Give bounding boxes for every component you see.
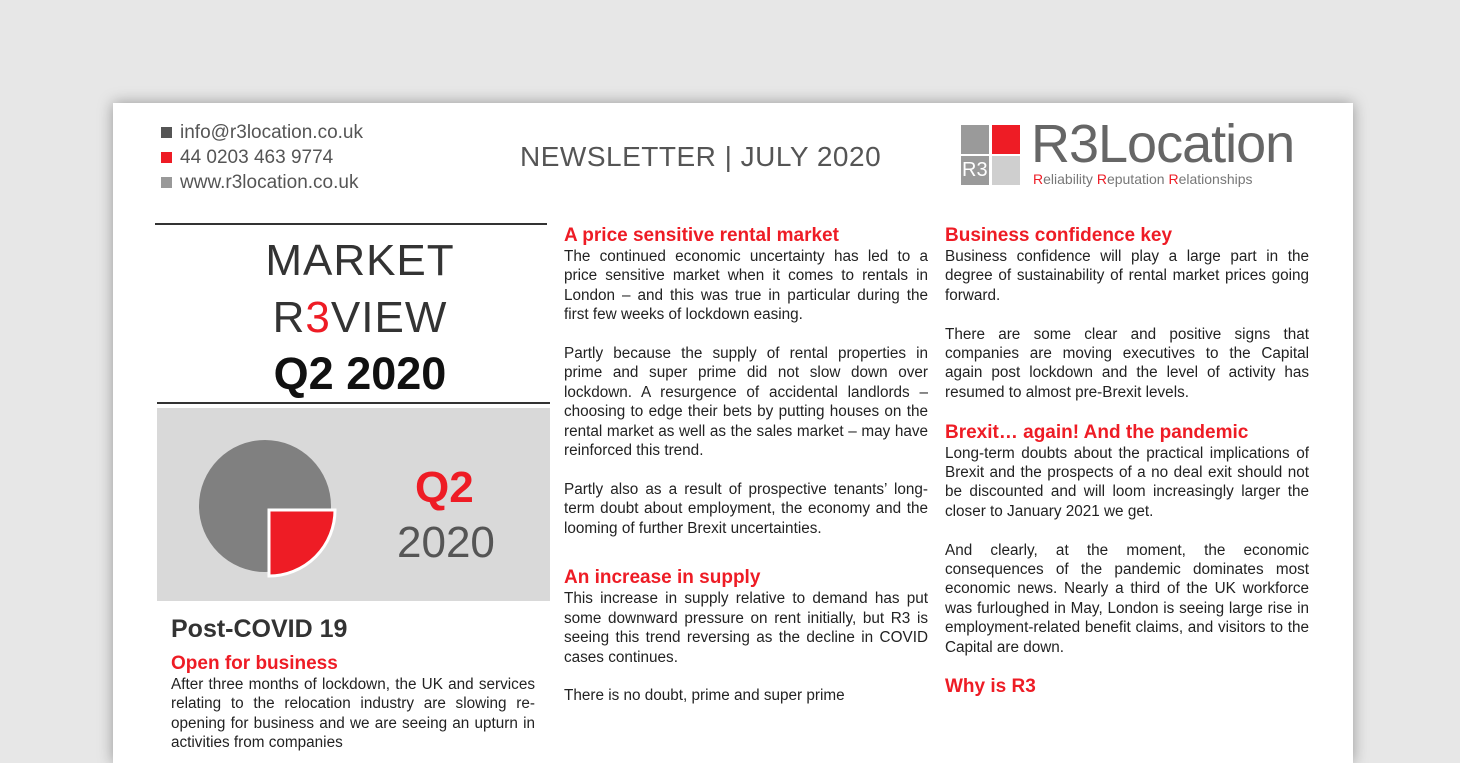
paragraph: After three months of lockdown, the UK and services relating to the relocation industry are slowing re-opening for business and we are seeing an upturn in activities from companies — [171, 676, 535, 752]
paragraph: This increase in supply relative to demand has put some downward pressure on rent initially, but R3 is seeing this trend reversing as the decline in COVID cases continues. — [564, 590, 928, 666]
contact-website[interactable]: www.r3location.co.uk — [180, 172, 359, 193]
logo-wordmark: R3Location — [1031, 114, 1295, 174]
banner-year: 2020 — [397, 518, 495, 567]
paragraph: Business confidence will play a large part in the degree of sustainability of rental market prices going forward. — [945, 248, 1309, 304]
masthead-quarter: Q2 2020 — [273, 348, 447, 399]
contact-website-row — [161, 170, 363, 195]
paragraph: Partly also as a result of prospective tenants’ long-term doubt about employment, the economy and the looming of further Brexit uncertainties. — [564, 480, 928, 537]
newsletter-page — [113, 103, 1353, 763]
bullet-square-icon — [161, 127, 172, 138]
section-title: A price sensitive rental market — [564, 225, 839, 246]
left-column — [171, 615, 535, 763]
masthead-r3view: R3VIEW — [272, 293, 448, 342]
section-subheading: Open for business — [171, 653, 338, 674]
section-title: Business confidence key — [945, 225, 1173, 246]
paragraph: Partly because the supply of rental properties in prime and super prime did not slow down over lockdown. A resurgence of accidental landlords – choosing to edge their bets by putting houses on the rental market as well as the sales market – may have reinforced this trend. — [564, 345, 928, 460]
paragraph: There are some clear and positive signs that companies are moving executives to the Capital again post lockdown and the level of activity has resumed to almost pre-Brexit levels. — [945, 325, 1309, 401]
quarter-banner — [157, 408, 550, 601]
bullet-square-icon — [161, 152, 172, 163]
masthead-market: MARKET — [265, 236, 455, 285]
section-title: Brexit… again! And the pandemic — [945, 421, 1249, 443]
section-title: An increase in supply — [564, 567, 761, 589]
banner-quarter: Q2 — [415, 463, 474, 512]
contact-phone: 44 0203 463 9774 — [180, 147, 334, 168]
contact-email-row — [161, 120, 363, 145]
masthead-bottom-rule — [157, 402, 550, 404]
paragraph: There is no doubt, prime and super prime — [564, 687, 845, 705]
middle-column — [564, 225, 928, 725]
bullet-square-icon — [161, 177, 172, 188]
masthead-top-rule — [155, 223, 547, 225]
r3location-logo — [961, 114, 1321, 189]
paragraph: The continued economic uncertainty has led to a price sensitive market when it comes to rentals in London – and this was true in particular during the first few weeks of lockdown easing. — [564, 248, 928, 324]
contact-phone-row — [161, 145, 363, 170]
section-title: Why is R3 — [945, 676, 1036, 698]
contact-email[interactable]: info@r3location.co.uk — [180, 122, 363, 143]
paragraph: And clearly, at the moment, the economic consequences of the pandemic dominates most economic news. Nearly a third of the UK workforce was furloughed in May, London is seeing large rise in employment-related benefit claims, and visitors to the Capital are down. — [945, 541, 1309, 656]
logo-tagline: Reliability Reputation Relationships — [1033, 171, 1253, 187]
paragraph: Long-term doubts about the practical implications of Brexit and the prospects of a no deal exit should not be discounted and will loom increasingly larger the closer to January 2021 we get. — [945, 444, 1309, 520]
pie-chart-icon — [197, 438, 337, 578]
right-column — [945, 225, 1309, 698]
newsletter-title: NEWSLETTER | JULY 2020 — [520, 141, 882, 172]
logo-mark-icon: R3 — [961, 125, 1021, 185]
section-heading: Post-COVID 19 — [171, 615, 348, 643]
contact-block — [161, 120, 363, 195]
